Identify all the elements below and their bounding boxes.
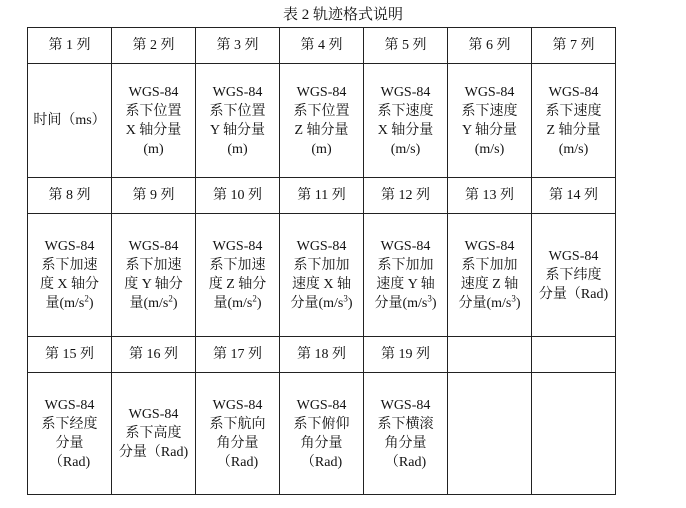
unit-exponent: 3 (511, 293, 516, 304)
description-cell (532, 373, 616, 495)
description-cell (364, 373, 448, 495)
cell-line: 系下位置 (125, 103, 182, 119)
column-number-cell: 第 9 列 (112, 177, 196, 213)
cell-line: 角分量 (300, 435, 343, 451)
cell-line: （Rad) (48, 454, 91, 470)
cell-line: WGS-84 (464, 84, 515, 100)
column-number-cell: 第 7 列 (532, 28, 616, 64)
cell-line (366, 294, 445, 313)
column-number-cell: 第 1 列 (28, 28, 112, 64)
cell-line: 速度 Z 轴 (460, 277, 519, 293)
cell-line: 角分量 (384, 435, 427, 451)
cell-line: WGS-84 (212, 84, 263, 100)
column-number-cell: 第 15 列 (28, 336, 112, 372)
description-cell (28, 373, 112, 495)
cell-line: （Rad) (384, 454, 427, 470)
description-cell (28, 214, 112, 337)
cell-line: 系下高度 (125, 426, 182, 442)
column-number-cell: 第 10 列 (196, 177, 280, 213)
cell-line: WGS-84 (296, 397, 347, 413)
description-row (28, 214, 616, 337)
cell-line: WGS-84 (380, 239, 431, 255)
column-number-cell: 第 8 列 (28, 177, 112, 213)
table-caption: 表 2 轨迹格式说明 (282, 7, 403, 23)
cell-line: 系下航向 (209, 416, 266, 432)
description-cell (532, 64, 616, 178)
cell-line: 时间（ms） (33, 113, 106, 129)
cell-line: WGS-84 (212, 239, 263, 255)
cell-line: 系下加速 (41, 258, 98, 274)
unit-close: ) (88, 296, 94, 312)
cell-line: WGS-84 (296, 84, 347, 100)
cell-line: 系下速度 (461, 103, 518, 119)
cell-line: WGS-84 (464, 239, 515, 255)
description-cell (196, 214, 280, 337)
description-cell (280, 64, 364, 178)
cell-line: 系下加加 (461, 258, 518, 274)
cell-line (450, 294, 529, 313)
cell-line: 系下速度 (545, 103, 602, 119)
cell-line: X 轴分量 (125, 122, 182, 138)
cell-line (30, 294, 109, 313)
column-number-cell: 第 5 列 (364, 28, 448, 64)
description-cell (112, 64, 196, 178)
unit-close: ) (347, 296, 353, 312)
cell-line: 系下横滚 (377, 416, 434, 432)
description-cell (532, 214, 616, 337)
description-cell (280, 373, 364, 495)
description-cell (448, 373, 532, 495)
cell-line: （Rad) (300, 454, 343, 470)
cell-line: 系下纬度 (545, 267, 602, 283)
column-number-cell: 第 16 列 (112, 336, 196, 372)
cell-line: 系下位置 (209, 103, 266, 119)
cell-line: WGS-84 (128, 239, 179, 255)
cell-line: WGS-84 (44, 397, 95, 413)
cell-line: 系下加加 (293, 258, 350, 274)
cell-line: (m/s) (474, 141, 505, 157)
cell-line (198, 294, 277, 313)
description-cell (112, 373, 196, 495)
column-number-cell: 第 3 列 (196, 28, 280, 64)
cell-line: WGS-84 (548, 248, 599, 264)
description-cell (448, 64, 532, 178)
cell-line: （Rad) (216, 454, 259, 470)
cell-line (114, 294, 193, 313)
description-cell (196, 64, 280, 178)
cell-line: 系下俯仰 (293, 416, 350, 432)
cell-line: Y 轴分量 (209, 122, 266, 138)
unit-text: 量(m/s (213, 296, 253, 312)
cell-line: 度 X 轴分 (39, 277, 100, 293)
unit-close: ) (256, 296, 262, 312)
cell-line: 系下经度 (41, 416, 98, 432)
unit-exponent: 2 (168, 293, 173, 304)
cell-line: X 轴分量 (377, 122, 434, 138)
cell-line: 系下加速 (209, 258, 266, 274)
description-cell (280, 214, 364, 337)
cell-line: 系下速度 (377, 103, 434, 119)
cell-line: Y 轴分量 (461, 122, 518, 138)
cell-line: 系下位置 (293, 103, 350, 119)
column-number-cell: 第 18 列 (280, 336, 364, 372)
column-number-cell (448, 336, 532, 372)
column-number-cell (532, 336, 616, 372)
cell-line: 分量 (55, 435, 84, 451)
column-number-cell: 第 19 列 (364, 336, 448, 372)
cell-line: WGS-84 (548, 84, 599, 100)
cell-line: 分量（Rad) (118, 445, 189, 461)
description-cell (364, 64, 448, 178)
cell-line: Z 轴分量 (546, 122, 601, 138)
cell-line: (m) (311, 141, 332, 157)
cell-line: Z 轴分量 (294, 122, 349, 138)
unit-exponent: 2 (252, 293, 257, 304)
unit-exponent: 3 (343, 293, 348, 304)
cell-line: WGS-84 (212, 397, 263, 413)
cell-line: 速度 Y 轴 (376, 277, 435, 293)
cell-line: (m) (227, 141, 248, 157)
cell-line: 系下加速 (125, 258, 182, 274)
description-cell (28, 64, 112, 178)
cell-line: WGS-84 (44, 239, 95, 255)
cell-line: 度 Y 轴分 (124, 277, 183, 293)
cell-line: (m/s) (390, 141, 421, 157)
unit-close: ) (172, 296, 178, 312)
cell-line: WGS-84 (380, 84, 431, 100)
cell-line: WGS-84 (128, 84, 179, 100)
unit-text: 分量(m/s (374, 296, 428, 312)
cell-line (282, 294, 361, 313)
unit-text: 量(m/s (129, 296, 169, 312)
column-number-cell: 第 14 列 (532, 177, 616, 213)
cell-line: WGS-84 (296, 239, 347, 255)
header-row (28, 336, 616, 372)
cell-line: WGS-84 (380, 397, 431, 413)
cell-line: (m/s) (558, 141, 589, 157)
unit-close: ) (515, 296, 521, 312)
header-row (28, 28, 616, 64)
column-number-cell: 第 17 列 (196, 336, 280, 372)
header-row (28, 177, 616, 213)
column-number-cell: 第 12 列 (364, 177, 448, 213)
column-number-cell: 第 4 列 (280, 28, 364, 64)
cell-line: WGS-84 (128, 407, 179, 423)
column-number-cell: 第 6 列 (448, 28, 532, 64)
unit-exponent: 2 (84, 293, 89, 304)
cell-line: 角分量 (216, 435, 259, 451)
cell-line: 分量（Rad) (538, 286, 609, 302)
description-row (28, 64, 616, 178)
track-format-table (27, 27, 616, 495)
description-row (28, 373, 616, 495)
unit-text: 分量(m/s (290, 296, 344, 312)
column-number-cell: 第 11 列 (280, 177, 364, 213)
column-number-cell: 第 2 列 (112, 28, 196, 64)
unit-exponent: 3 (427, 293, 432, 304)
unit-text: 分量(m/s (458, 296, 512, 312)
description-cell (112, 214, 196, 337)
description-cell (364, 214, 448, 337)
cell-line: (m) (143, 141, 164, 157)
column-number-cell: 第 13 列 (448, 177, 532, 213)
unit-text: 量(m/s (45, 296, 85, 312)
cell-line: 速度 X 轴 (291, 277, 352, 293)
cell-line: 系下加加 (377, 258, 434, 274)
unit-close: ) (431, 296, 437, 312)
description-cell (196, 373, 280, 495)
description-cell (448, 214, 532, 337)
cell-line: 度 Z 轴分 (208, 277, 267, 293)
